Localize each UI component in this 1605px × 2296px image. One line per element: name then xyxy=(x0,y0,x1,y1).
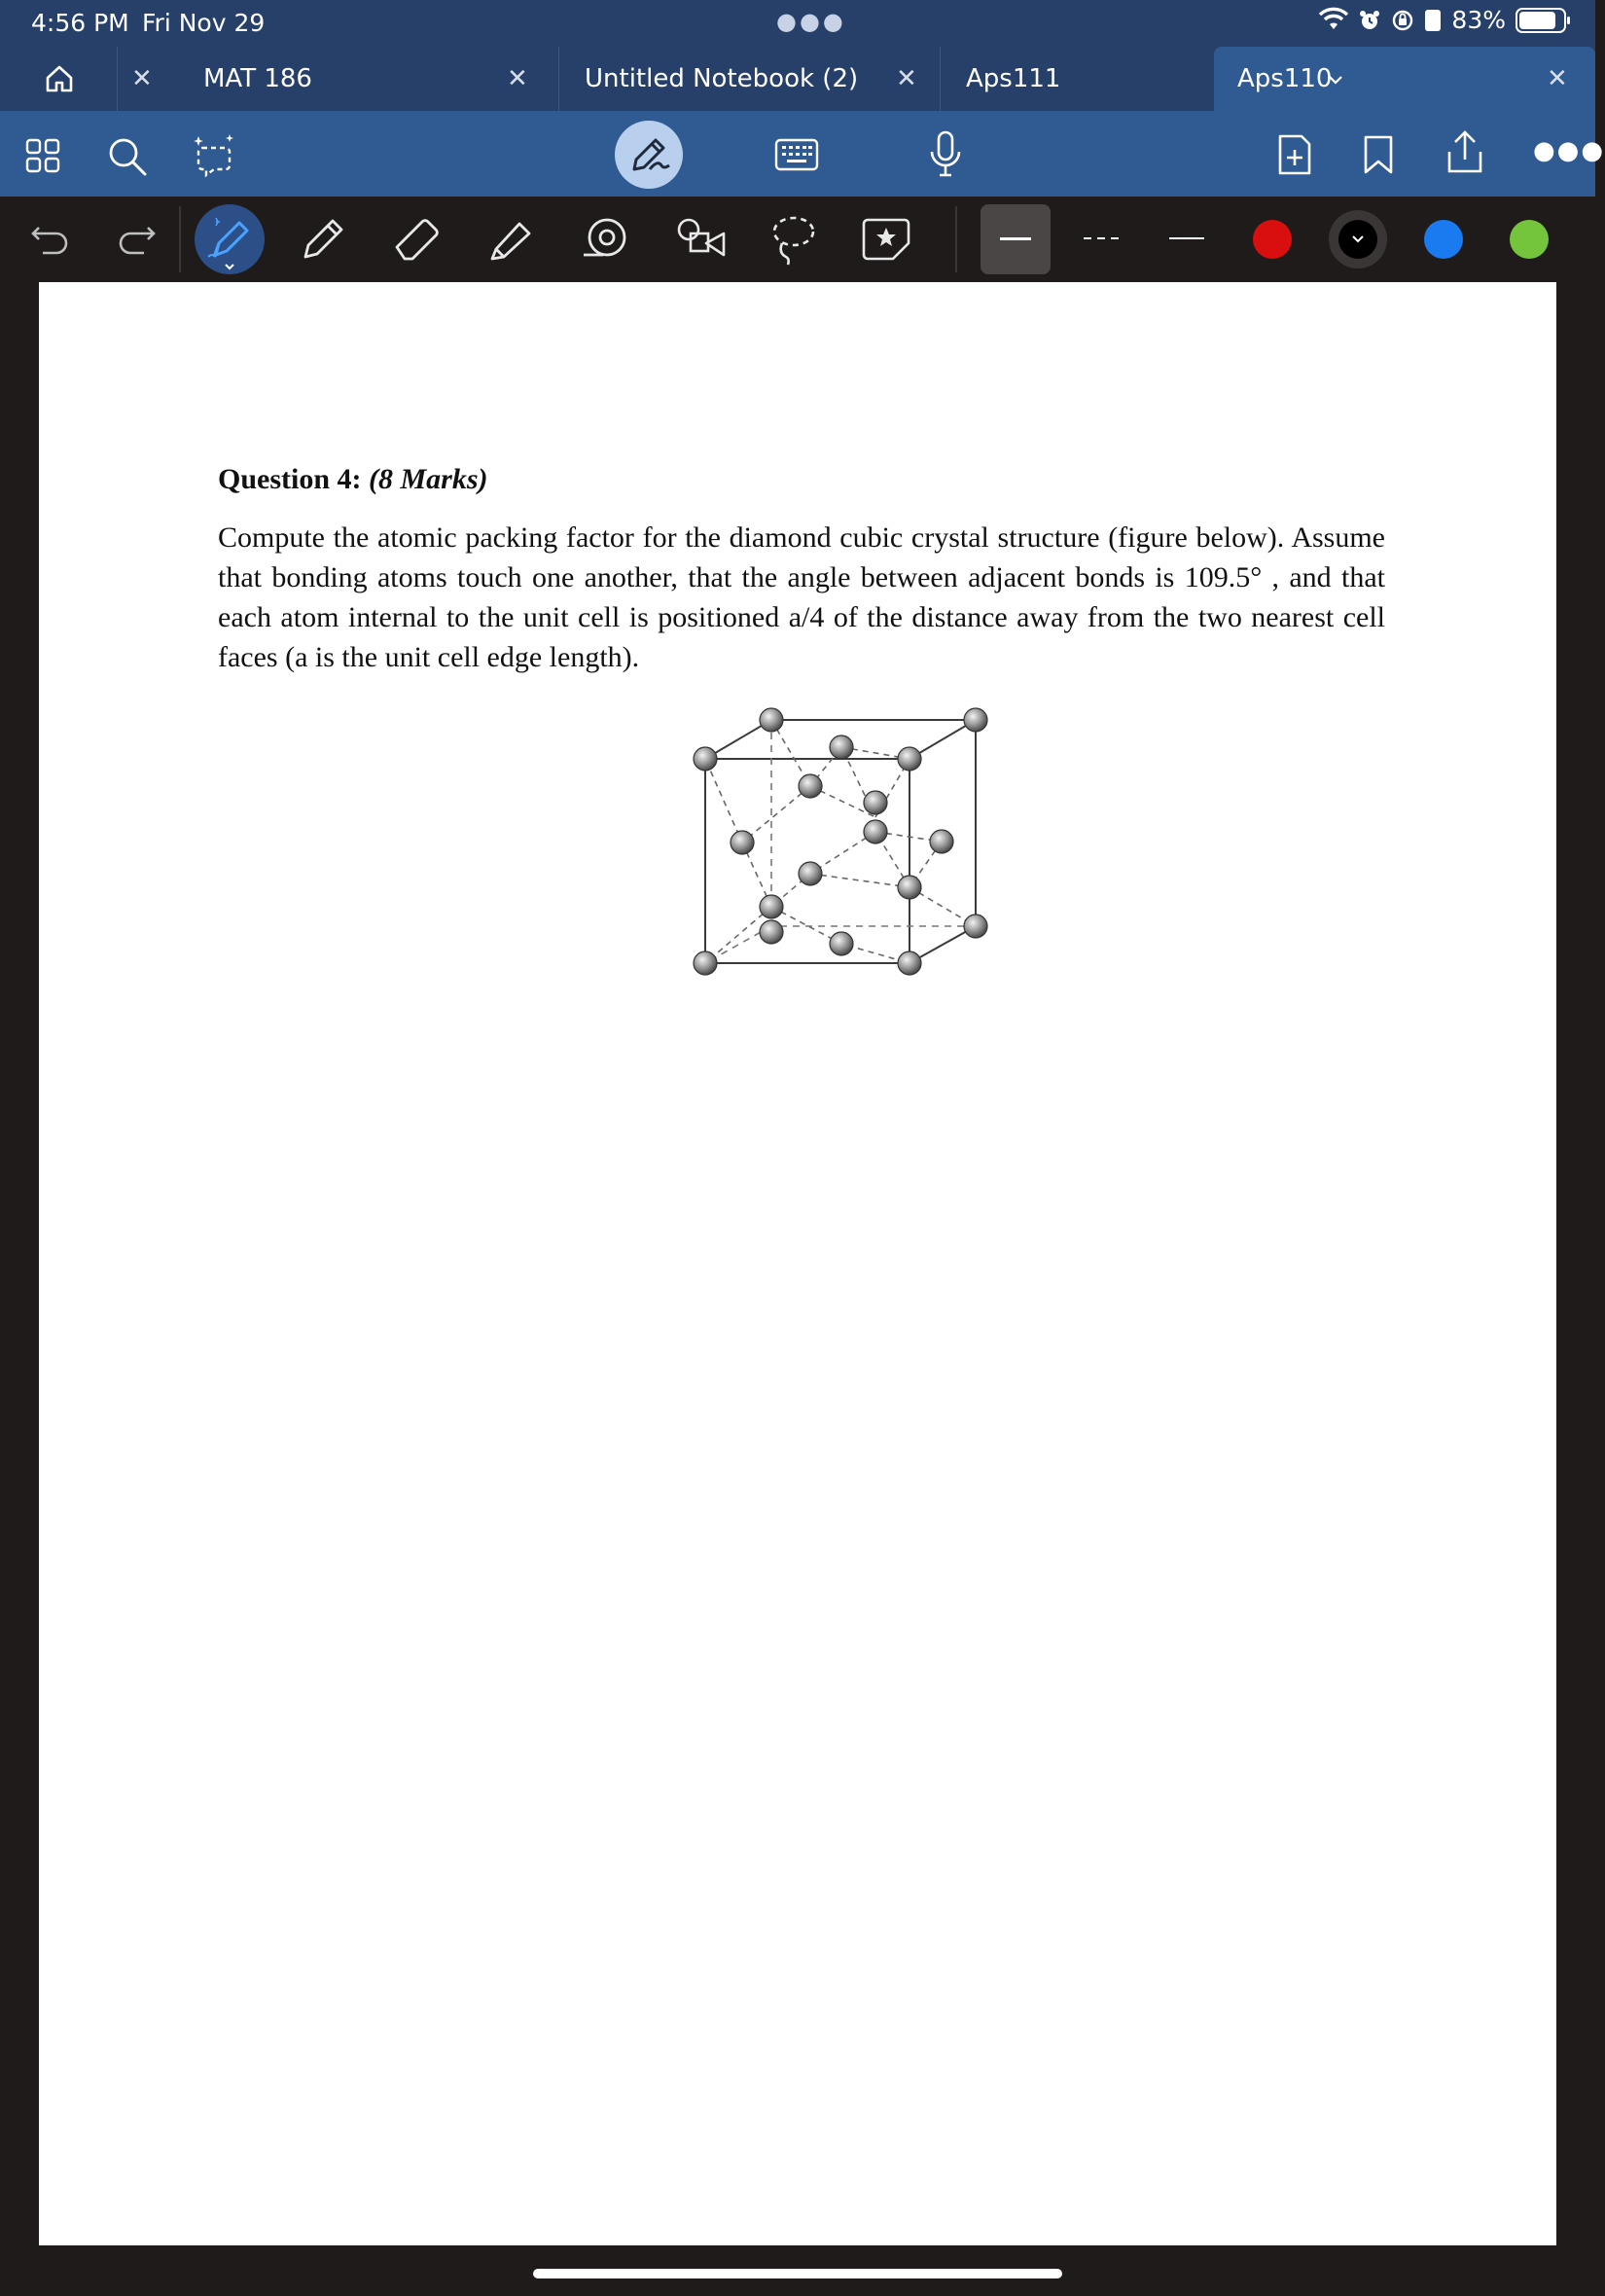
atom xyxy=(731,831,754,854)
status-date: Fri Nov 29 xyxy=(142,9,266,37)
bookmark-icon[interactable] xyxy=(1362,134,1395,175)
tab-label: Untitled Notebook (2) xyxy=(585,64,859,93)
atom xyxy=(964,708,987,732)
color-green-swatch[interactable] xyxy=(1510,220,1549,259)
orientation-lock-icon xyxy=(1391,9,1414,32)
wifi-icon xyxy=(1319,9,1348,32)
alarm-icon xyxy=(1358,9,1381,32)
tab-label: Aps111 xyxy=(966,64,1061,93)
atom xyxy=(694,951,717,975)
atom xyxy=(760,920,783,944)
atom xyxy=(760,895,783,918)
tab-untitled-notebook[interactable] xyxy=(507,47,941,111)
home-button[interactable] xyxy=(39,47,78,111)
tab-bar xyxy=(0,47,1595,111)
close-tab-icon[interactable]: ✕ xyxy=(896,64,917,93)
question-title: Question 4: xyxy=(218,463,362,495)
tape-icon[interactable] xyxy=(580,216,630,263)
lasso-icon[interactable] xyxy=(768,212,817,267)
share-icon[interactable] xyxy=(1444,128,1486,177)
shapes-icon[interactable] xyxy=(673,212,728,265)
question-heading xyxy=(218,463,488,496)
color-blue-swatch[interactable] xyxy=(1424,220,1463,259)
home-icon xyxy=(43,62,76,95)
handwriting-mode-button[interactable] xyxy=(615,121,683,189)
color-red-swatch[interactable] xyxy=(1253,220,1292,259)
line-style-dashed-button[interactable] xyxy=(1082,204,1121,274)
redo-icon[interactable] xyxy=(115,222,158,257)
multitasking-dots[interactable]: ●●● xyxy=(776,8,846,35)
status-time: 4:56 PM xyxy=(31,9,129,37)
sticker-icon[interactable] xyxy=(860,214,912,263)
atom xyxy=(864,820,887,843)
color-black-swatch-selected[interactable] xyxy=(1329,210,1387,269)
tab-mat186[interactable] xyxy=(117,47,565,111)
keyboard-icon[interactable] xyxy=(774,138,819,171)
battery-icon xyxy=(1516,8,1566,33)
chevron-down-icon[interactable] xyxy=(1327,74,1344,86)
close-tab-icon[interactable]: ✕ xyxy=(131,64,153,93)
status-indicators xyxy=(1319,6,1566,34)
atom xyxy=(830,932,853,955)
atom xyxy=(799,862,822,885)
question-marks: (8 Marks) xyxy=(369,463,488,495)
status-bar xyxy=(0,0,1595,47)
battery-percent: 83% xyxy=(1451,6,1506,34)
atom xyxy=(930,830,953,853)
line-style-thin-button[interactable] xyxy=(1167,204,1206,274)
question-body: Compute the atomic packing factor for the diamond cubic crystal structure (figure below). Assume that bonding atoms touch one another, that the angle between adjacent bonds is 109.5° , and that each atom internal to the unit cell is positioned a/4 of the distance away from the two nearest cell faces (a is the unit cell edge length). xyxy=(218,521,1385,673)
line-style-solid-button[interactable] xyxy=(981,204,1051,274)
atom xyxy=(898,951,921,975)
pen-toolbar xyxy=(0,197,1595,282)
tab-label: Aps110 xyxy=(1237,64,1333,93)
main-toolbar xyxy=(0,111,1605,197)
eraser-icon[interactable] xyxy=(391,214,444,265)
pen-tool-button[interactable] xyxy=(195,204,265,274)
highlighter-icon[interactable] xyxy=(486,214,539,265)
chevron-down-icon xyxy=(1351,234,1365,244)
microphone-icon[interactable] xyxy=(928,130,963,179)
atom xyxy=(898,876,921,899)
handwriting-pen-icon xyxy=(615,121,683,189)
close-tab-icon[interactable]: ✕ xyxy=(1547,64,1568,93)
atom xyxy=(760,708,783,732)
toolbar-divider xyxy=(955,206,957,272)
pen-icon xyxy=(195,204,265,274)
atom xyxy=(694,747,717,771)
atom xyxy=(830,735,853,759)
home-indicator[interactable] xyxy=(533,2269,1062,2278)
atom xyxy=(799,774,822,798)
ai-select-icon[interactable] xyxy=(191,132,237,179)
atom xyxy=(864,791,887,814)
add-page-icon[interactable] xyxy=(1276,132,1313,177)
grid-icon[interactable] xyxy=(25,138,60,173)
tab-aps110[interactable] xyxy=(1214,47,1595,111)
diamond-cubic-figure xyxy=(647,700,997,983)
device-icon xyxy=(1424,9,1442,32)
notebook-page[interactable] xyxy=(39,282,1556,2245)
more-icon[interactable]: ●●● xyxy=(1533,136,1605,165)
atom xyxy=(964,915,987,938)
search-icon[interactable] xyxy=(107,136,148,177)
pencil-icon[interactable] xyxy=(298,214,348,265)
close-tab-icon[interactable]: ✕ xyxy=(507,64,528,93)
atom xyxy=(898,747,921,771)
tab-label: MAT 186 xyxy=(203,64,312,93)
toolbar-divider xyxy=(179,206,181,272)
tab-aps111[interactable] xyxy=(896,47,1213,111)
undo-icon[interactable] xyxy=(29,222,72,257)
